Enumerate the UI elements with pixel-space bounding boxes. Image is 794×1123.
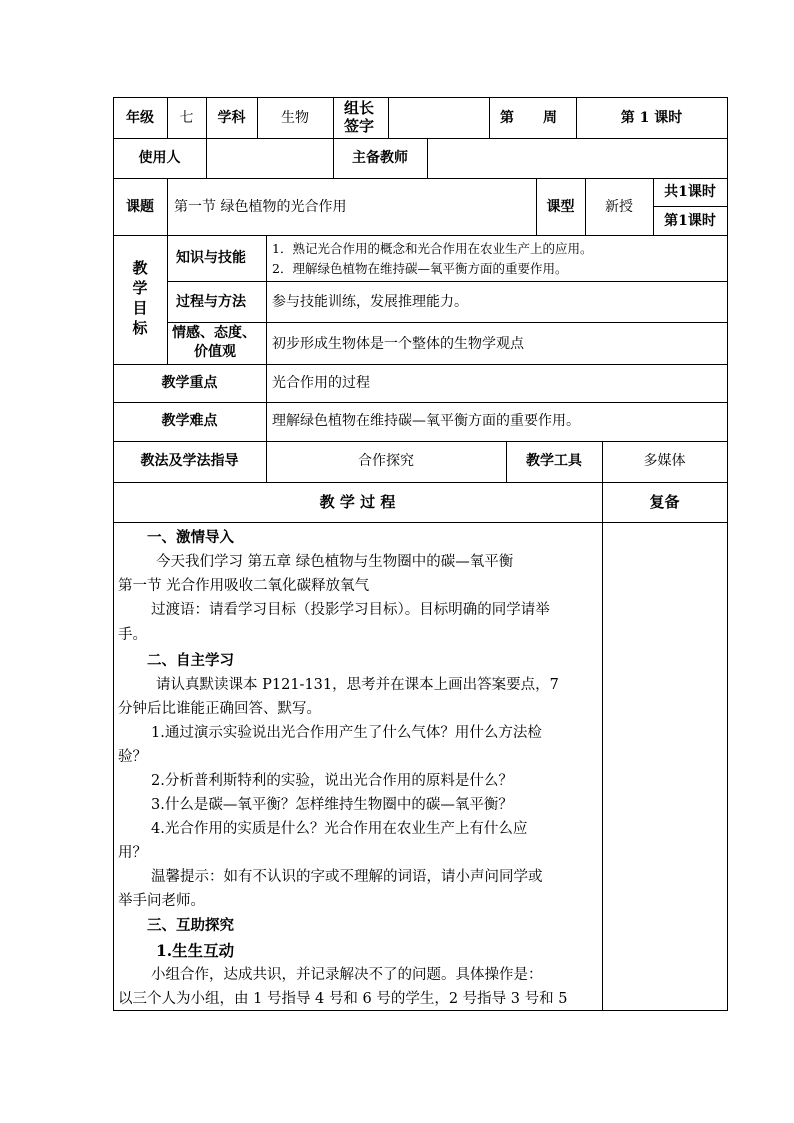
- key-point-value: 光合作用的过程: [272, 375, 370, 391]
- question-item-4: 4.光合作用的实质是什么？光合作用在农业生产上有什么应: [151, 821, 528, 837]
- emotion-value: 初步形成生物体是一个整体的生物学观点: [272, 336, 524, 352]
- body-line: 用？: [118, 845, 147, 861]
- leader-sign-label-2: 签字: [344, 117, 375, 135]
- method-label: 教法及学法指导: [140, 453, 239, 469]
- body-line: 分钟后比谁能正确回答、默写。: [118, 701, 321, 717]
- process-heading: 教 学 过 程: [319, 493, 396, 511]
- body-line: 请认真默读课本 P121-131，思考并在课本上画出答案要点，7: [156, 677, 559, 693]
- process-method-label: 过程与方法: [176, 294, 246, 310]
- subject-label: 学科: [217, 110, 246, 126]
- current-period: 第1课时: [664, 213, 716, 229]
- process-method-value: 参与技能训练，发展推理能力。: [272, 294, 468, 310]
- question-item-2: 2.分析普利斯特利的实验，说出光合作用的原料是什么？: [151, 773, 513, 789]
- grade-label: 年级: [126, 110, 154, 126]
- user-label: 使用人: [138, 150, 181, 166]
- body-line: 今天我们学习 第五章 绿色植物与生物圈中的碳—氧平衡: [156, 554, 514, 570]
- section-heading-intro: 一、激情导入: [147, 529, 234, 546]
- section-heading-self-study: 二、自主学习: [147, 652, 234, 669]
- tools-label: 教学工具: [526, 453, 582, 469]
- topic-value: 第一节 绿色植物的光合作用: [174, 199, 347, 215]
- emotion-label-line1: 情感、态度、: [172, 325, 256, 341]
- emotion-label-line2: 价值观: [194, 344, 236, 360]
- question-item-3: 3.什么是碳—氧平衡？怎样维持生物圈中的碳—氧平衡？: [151, 797, 513, 813]
- tools-value: 多媒体: [643, 453, 686, 469]
- knowledge-item-2: 2．理解绿色植物在维持碳—氧平衡方面的重要作用。: [272, 261, 568, 276]
- tip-line: 温馨提示：如有不认识的字或不理解的词语，请小声问同学或: [151, 869, 543, 885]
- body-line: 第一节 光合作用吸收二氧化碳释放氧气: [118, 578, 370, 594]
- week-label: 第: [500, 110, 514, 126]
- body-line: 手。: [118, 627, 147, 643]
- subject-value: 生物: [281, 110, 309, 126]
- method-value: 合作探究: [358, 453, 414, 469]
- knowledge-skills-label: 知识与技能: [176, 250, 246, 266]
- question-item-1: 1.通过演示实验说出光合作用产生了什么气体？用什么方法检: [151, 725, 542, 741]
- grade-value: 七: [179, 110, 194, 126]
- body-line: 以三个人为小组，由 1 号指导 4 号和 6 号的学生，2 号指导 3 号和 5: [118, 991, 568, 1007]
- lesson-type-label: 课型: [546, 199, 575, 215]
- objectives-label: 教 学 目 标: [132, 259, 148, 337]
- main-teacher-label: 主备教师: [352, 150, 408, 166]
- difficulty-value: 理解绿色植物在维持碳—氧平衡方面的重要作用。: [272, 413, 580, 429]
- lesson-type-value: 新授: [605, 199, 633, 215]
- knowledge-item-1: 1．熟记光合作用的概念和光合作用在农业生产上的应用。: [272, 241, 593, 256]
- section-heading-cooperative: 三、互助探究: [147, 917, 234, 934]
- subheading-peer-interaction: 1.生生互动: [156, 941, 235, 960]
- leader-sign-label-1: 组长: [344, 99, 375, 117]
- topic-label: 课题: [126, 199, 154, 215]
- review-heading: 复备: [649, 493, 680, 511]
- difficulty-label: 教学难点: [161, 413, 218, 429]
- key-point-label: 教学重点: [161, 375, 218, 391]
- body-line: 小组合作，达成共识，并记录解决不了的问题。具体操作是：: [151, 967, 543, 983]
- total-periods: 共1课时: [664, 184, 716, 200]
- body-line: 过渡语：请看学习目标（投影学习目标）。目标明确的同学请举: [151, 602, 550, 618]
- body-line: 验？: [118, 749, 147, 765]
- week-suffix: 周: [543, 110, 557, 126]
- body-line: 举手问老师。: [118, 893, 205, 909]
- period-value: 第 1 课时: [620, 110, 683, 126]
